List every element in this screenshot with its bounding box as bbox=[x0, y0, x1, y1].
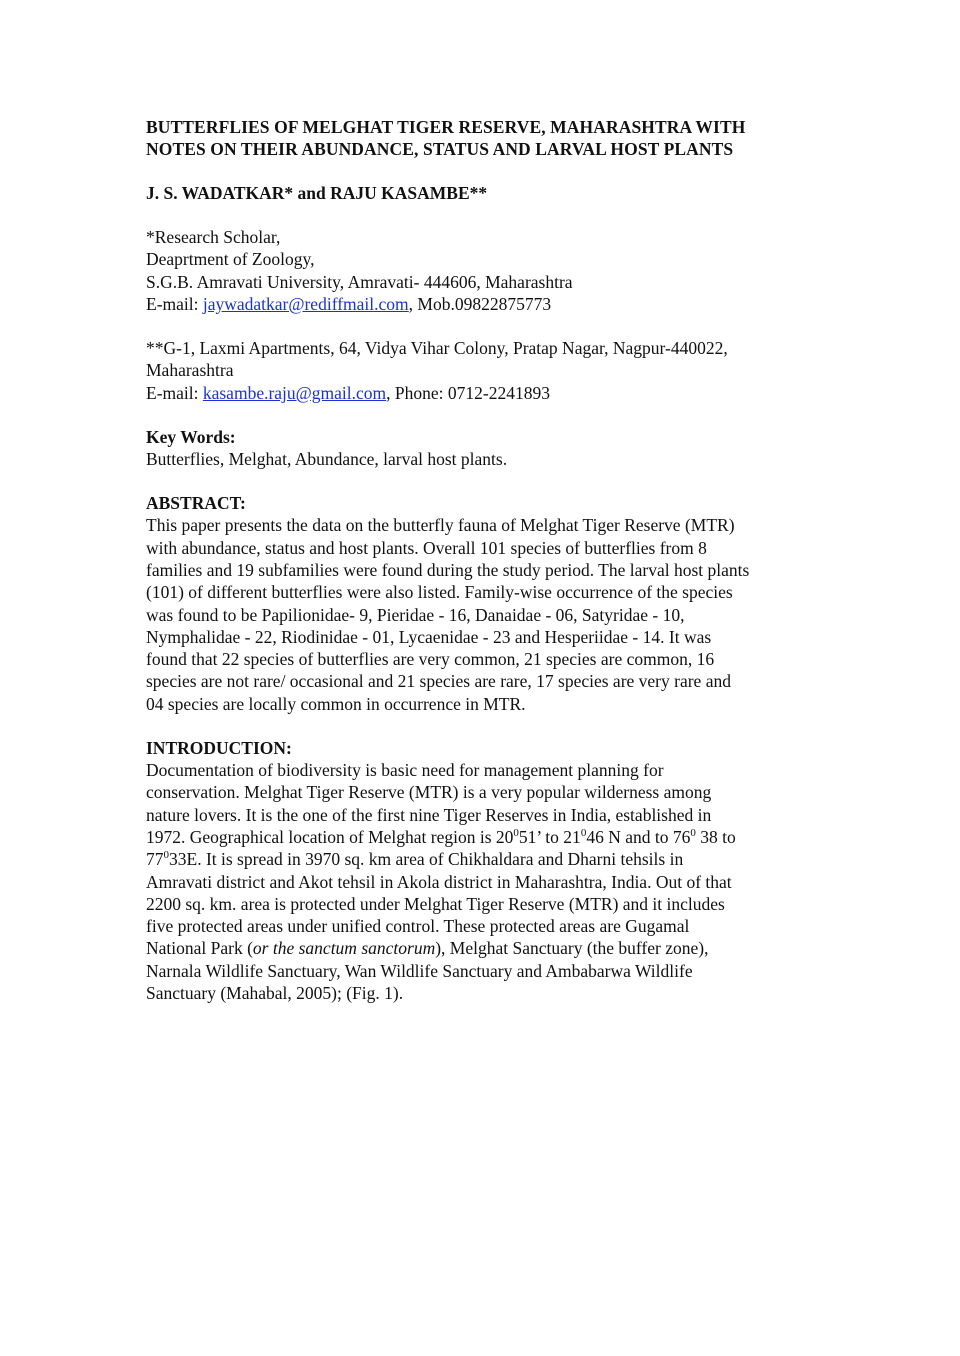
email-link[interactable]: jaywadatkar@rediffmail.com bbox=[202, 293, 409, 314]
authors: J. S. WADATKAR* and RAJU KASAMBE** bbox=[146, 183, 488, 203]
phone-text: , Phone: 0712-2241893 bbox=[386, 382, 550, 403]
intro-line bbox=[146, 826, 826, 848]
introduction-section bbox=[146, 737, 826, 1004]
abstract-section bbox=[146, 492, 826, 715]
keywords-text: Butterflies, Melghat, Abundance, larval host plants. bbox=[146, 449, 508, 470]
intro-line: Documentation of biodiversity is basic need for management planning for bbox=[146, 760, 664, 781]
intro-line: five protected areas under unified control. These protected areas are Gugamal bbox=[146, 916, 690, 937]
title-line: BUTTERFLIES OF MELGHAT TIGER RESERVE, MAHARASHTRA WITH bbox=[146, 117, 746, 137]
phone-text: , Mob.09822875773 bbox=[408, 293, 552, 314]
paper-title bbox=[146, 116, 826, 160]
abstract-line: families and 19 subfamilies were found during the study period. The larval host plants bbox=[146, 559, 750, 580]
keywords-section bbox=[146, 426, 826, 470]
introduction-heading: INTRODUCTION: bbox=[146, 738, 292, 759]
abstract-line: 04 species are locally common in occurrence in MTR. bbox=[146, 693, 526, 714]
intro-text: 51’ to 21 bbox=[518, 826, 581, 847]
abstract-line: species are not rare/ occasional and 21 species are rare, 17 species are very rare and bbox=[146, 671, 731, 692]
intro-text: 46 N and to 76 bbox=[586, 826, 691, 847]
degree-sup: 0 bbox=[513, 827, 519, 840]
abstract-line: (101) of different butterflies were also listed. Family-wise occurrence of the species bbox=[146, 582, 733, 603]
intro-line: conservation. Melghat Tiger Reserve (MTR) is a very popular wilderness among bbox=[146, 782, 712, 803]
intro-text: 77 bbox=[146, 849, 164, 870]
affiliation-line: Deaprtment of Zoology, bbox=[146, 249, 315, 270]
affiliation-line: *Research Scholar, bbox=[146, 227, 281, 247]
degree-sup: 0 bbox=[690, 827, 696, 840]
abstract-line: found that 22 species of butterflies are very common, 21 species are common, 16 bbox=[146, 649, 715, 670]
intro-line: nature lovers. It is the one of the first nine Tiger Reserves in India, established in bbox=[146, 804, 712, 825]
email-label: E-mail: bbox=[146, 382, 203, 403]
intro-line: Sanctuary (Mahabal, 2005); (Fig. 1). bbox=[146, 983, 404, 1004]
intro-line: Amravati district and Akot tehsil in Akola district in Maharashtra, India. Out of that bbox=[146, 871, 732, 892]
intro-text: National Park ( bbox=[146, 938, 253, 959]
email-link[interactable]: kasambe.raju@gmail.com bbox=[202, 382, 387, 403]
affiliation-line: **G-1, Laxmi Apartments, 64, Vidya Vihar Colony, Pratap Nagar, Nagpur-440022, bbox=[146, 338, 728, 359]
abstract-line: was found to be Papilionidae- 9, Pieridae - 16, Danaidae - 06, Satyridae - 10, bbox=[146, 604, 685, 625]
intro-text: 1972. Geographical location of Melghat region is 20 bbox=[146, 826, 514, 847]
abstract-line: This paper presents the data on the butterfly fauna of Melghat Tiger Reserve (MTR) bbox=[146, 515, 735, 536]
intro-text: 33E. It is spread in 3970 sq. km area of Chikhaldara and Dharni tehsils in bbox=[169, 849, 684, 870]
affiliation-2 bbox=[146, 337, 826, 404]
intro-line bbox=[146, 848, 826, 870]
affiliation-1 bbox=[146, 226, 826, 315]
affiliation-line: S.G.B. Amravati University, Amravati- 444606, Maharashtra bbox=[146, 271, 573, 292]
degree-sup: 0 bbox=[580, 827, 587, 840]
contact-line bbox=[146, 382, 826, 404]
abstract-line: Nymphalidae - 22, Riodinidae - 01, Lycaenidae - 23 and Hesperiidae - 14. It was bbox=[146, 626, 712, 647]
affiliation-line: Maharashtra bbox=[146, 360, 234, 381]
abstract-heading: ABSTRACT: bbox=[146, 493, 246, 514]
email-label: E-mail: bbox=[146, 293, 203, 314]
keywords-heading: Key Words: bbox=[146, 427, 236, 448]
intro-line bbox=[146, 937, 826, 959]
intro-text: ), Melghat Sanctuary (the buffer zone), bbox=[435, 938, 709, 959]
intro-line: Narnala Wildlife Sanctuary, Wan Wildlife Sanctuary and Ambabarwa Wildlife bbox=[146, 960, 693, 981]
intro-line: 2200 sq. km. area is protected under Melghat Tiger Reserve (MTR) and it includes bbox=[146, 893, 725, 914]
degree-sup: 0 bbox=[163, 849, 169, 862]
paper-page bbox=[146, 116, 826, 1004]
abstract-line: with abundance, status and host plants. Overall 101 species of butterflies from 8 bbox=[146, 537, 707, 558]
title-line: NOTES ON THEIR ABUNDANCE, STATUS AND LARVAL HOST PLANTS bbox=[146, 139, 734, 159]
intro-italic: or the sanctum sanctorum bbox=[252, 938, 436, 959]
intro-text: 38 to bbox=[695, 826, 736, 847]
contact-line bbox=[146, 293, 826, 315]
